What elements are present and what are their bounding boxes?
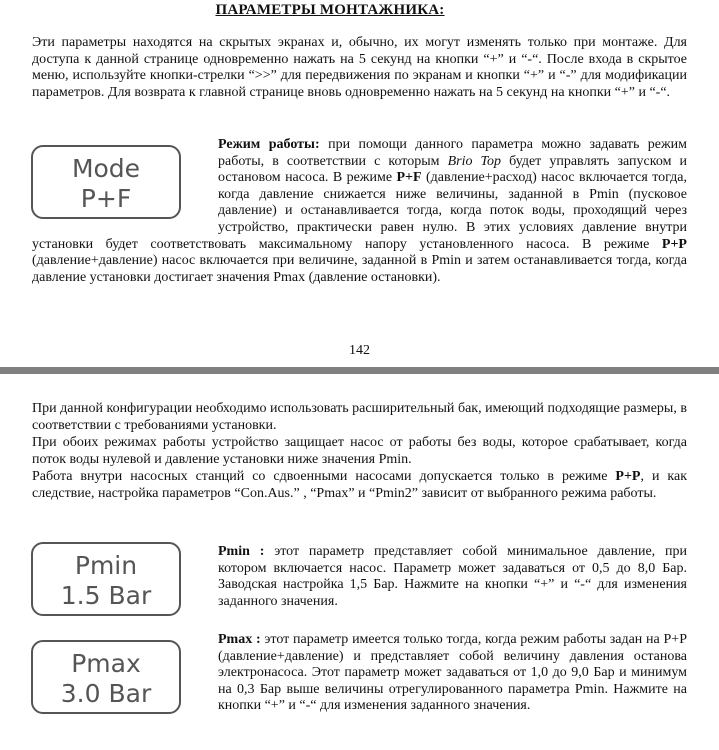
pmax-label: Pmax : (218, 632, 261, 647)
lcd-mode-line1: Mode (71, 154, 141, 183)
config-note: При данной конфигурации необходимо использовать расширительный бак, имеющий подходящие размеры, в соответствии с требованиями установки. (32, 401, 687, 433)
mode-pf: P+F (396, 170, 422, 186)
mode-text-3: (давление+расход) насос включается тогда, когда давление снижается ниже величины, заданной в Pmin (пусковое давление) и останавливается тогда, когда поток воды, проходящий через устройство, практически равен нулю. В этих условиях давление внутри установки будет соответствовать максимальному напору установленного насоса. В режиме (32, 170, 688, 252)
pmax-text: этот параметр имеется только тогда, когда режим работы задан на P+P (давление+давление) и представляет собой величину давления останова электронасоса. Этот параметр может задаваться от 1,0 до 9,0 Бар и минимум на 0,3 Бар выше величины отрегулированного параметра Pmin. Нажмите на кнопки “+” и “-“ для изменения заданного значения. (218, 632, 687, 714)
lcd-pmax-line2: 3.0 Bar (60, 679, 152, 708)
lcd-display-pmin (31, 542, 181, 616)
protection-note: При обоих режимах работы устройство защищает насос от работы без воды, которое срабатывает, когда поток воды нулевой и давление установки ниже значения Pmin. (32, 435, 687, 467)
intro-paragraph: Эти параметры находятся на скрытых экранах и, обычно, их могут изменять только при монтаже. Для доступа к данной странице одновременно нажать на 5 секунд на кнопки “+” и “-“. После входа в скрытое меню, используйте кнопки-стрелки “>>” для передвижения по экранам и кнопки “+” и “-” для модификации параметров. Для возврата к главной странице вновь одновременно нажать на 5 секунд на кнопки “+” и “-“. (32, 35, 687, 100)
mode-text-4: (давление+давление) насос включается при величине, заданной в Pmin и затем останавливается тогда, когда давление установки достигает значения Pmax (давление остановки). (32, 253, 687, 285)
pmin-text: этот параметр представляет собой минимальное давление, при котором включается насос. Параметр может задаваться от 0,5 до 8,0 Бар. Заводская настройка 1,5 Бар. Нажмите на кнопки “+” и “-“ для изменения заданного значения. (218, 544, 687, 609)
brand-name: Brio Top (447, 153, 502, 169)
mode-pp: P+P (661, 236, 687, 252)
dual-pump-note (32, 469, 687, 502)
text-wrap-spacer (32, 632, 218, 716)
lcd-pmin-line1: Pmin (74, 551, 138, 580)
page-separator (0, 367, 719, 374)
pmin-label: Pmin : (218, 544, 265, 559)
dual-text-2: , и как следствие, настройка параметров “Con.Aus.” , “Pmax” и “Pmin2” зависит от выбранного режима работы. (32, 469, 687, 501)
dual-pp: P+P (615, 469, 641, 484)
mode-text-2: будет управлять запуском и остановом насоса. В режиме (218, 153, 687, 186)
dual-text-1: Работа внутри насосных станций со сдвоенными насосами допускается только в режиме (32, 469, 616, 484)
pmax-description (32, 632, 687, 716)
mode-text-1: при помощи данного параметра можно задавать режим работы, в соответствии с которым (218, 137, 687, 169)
page-title: ПАРАМЕТРЫ МОНТАЖНИКА: (215, 2, 445, 18)
lcd-pmin-line2: 1.5 Bar (60, 581, 152, 610)
pmin-description (218, 544, 687, 610)
page-number: 142 (349, 343, 370, 358)
text-wrap-spacer (32, 137, 218, 235)
mode-label: Режим работы: (218, 137, 320, 152)
lcd-mode-line2: P+F (80, 184, 132, 213)
lcd-pmax-line1: Pmax (71, 649, 141, 678)
